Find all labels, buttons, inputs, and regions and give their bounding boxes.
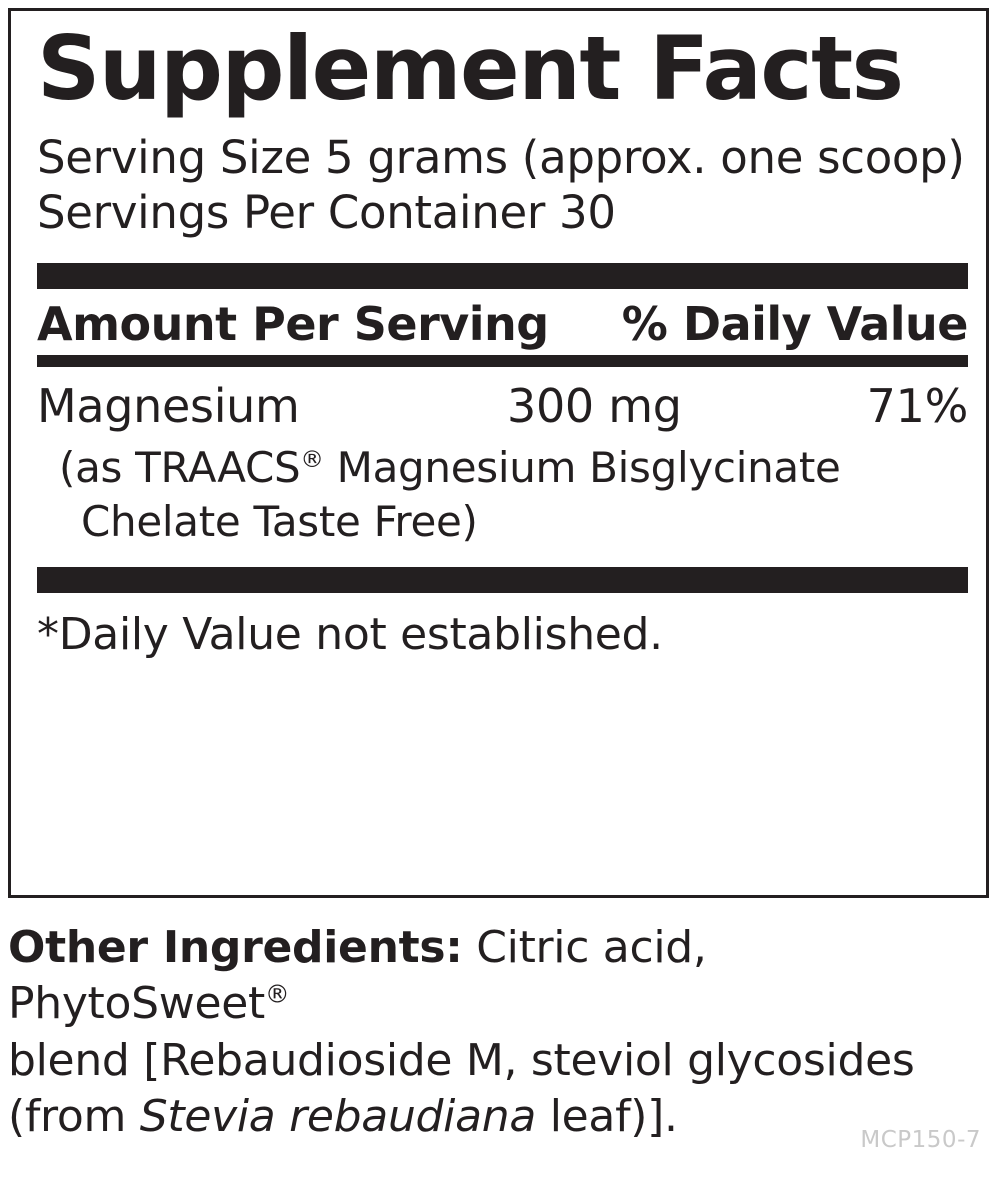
nutrient-source-line-1 [37, 441, 968, 495]
table-row [37, 379, 968, 441]
page-title: Supplement Facts [37, 17, 903, 120]
divider-thick-top [37, 263, 968, 289]
amount-per-serving-header: Amount Per Serving [37, 296, 549, 351]
registered-trademark-icon: ® [300, 445, 324, 474]
daily-value-header: % Daily Value [621, 296, 968, 351]
product-code: MCP150-7 [860, 1127, 981, 1153]
divider-thick-bottom [37, 567, 968, 593]
table-header-row [37, 296, 968, 351]
source-post-text: Magnesium Bisglycinate [323, 443, 841, 493]
nutrient-name: Magnesium [37, 379, 300, 434]
nutrient-source-line-2: Chelate Taste Free) [81, 497, 478, 547]
registered-trademark-icon: ® [264, 979, 290, 1009]
divider-medium [37, 355, 968, 367]
other-ingredients-line-1-text: Citric acid, PhytoSweet [8, 922, 707, 1030]
serving-size: Serving Size 5 grams (approx. one scoop) [37, 131, 965, 184]
line-3-pre: (from [8, 1090, 140, 1142]
botanical-name: Stevia rebaudiana [139, 1090, 537, 1142]
source-pre-text: (as TRAACS [59, 443, 301, 493]
panel-content [37, 17, 968, 660]
serving-info [37, 131, 968, 241]
nutrient-amount: 300 mg [507, 379, 682, 434]
line-3-post: leaf)]. [536, 1090, 678, 1142]
other-ingredients-line-3 [8, 1089, 983, 1145]
other-ingredients-line-1 [8, 920, 983, 1033]
other-ingredients-label: Other Ingredients: [8, 922, 463, 973]
daily-value-footnote: *Daily Value not established. [37, 608, 663, 660]
servings-per-container: Servings Per Container 30 [37, 185, 616, 239]
other-ingredients-block [8, 920, 983, 1145]
supplement-facts-panel [8, 8, 989, 898]
nutrient-daily-value: 71% [866, 379, 968, 434]
other-ingredients-line-2: blend [Rebaudioside M, steviol glycosides [8, 1034, 915, 1086]
